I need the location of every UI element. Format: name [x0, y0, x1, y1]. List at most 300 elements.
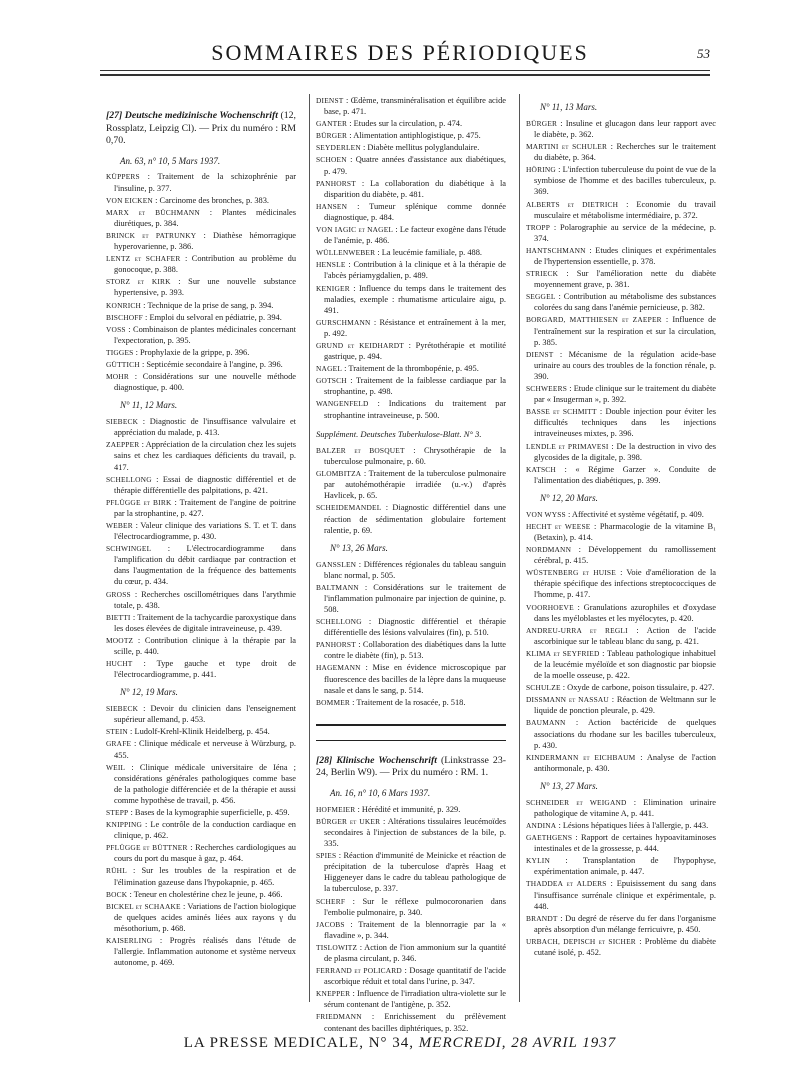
entry-authors: KLIMA et SEYFRIED: [526, 648, 600, 658]
entry-authors: VOSS: [106, 324, 126, 334]
summary-entry: [316, 283, 506, 316]
entry-title: : Emploi du selvoral en pédiatrie, p. 394.: [142, 312, 282, 322]
summary-entry: [316, 639, 506, 661]
summary-entry: [316, 582, 506, 615]
entry-authors: PFLÜGGE et BÜTTNER: [106, 843, 188, 853]
entry-title: : Insuline et glucagon dans leur rapport avec le diabète, p. 362.: [534, 118, 716, 139]
entry-authors: DIENST: [316, 96, 344, 105]
entry-authors: ZAEPPER: [106, 440, 140, 450]
entry-title: : Problème du diabète cutané isolé, p. 452.: [534, 936, 716, 957]
journal-heading: [316, 755, 506, 780]
entry-authors: KATSCH: [526, 464, 556, 474]
entry-title: : Chrysothérapie de la tuberculose pulmonaire, p. 60.: [324, 445, 506, 467]
section-separator: [316, 740, 506, 741]
summary-entry: [316, 502, 506, 535]
summary-entry: [526, 222, 716, 244]
entry-authors: TISLOWITZ: [316, 942, 358, 952]
entry-title: : Combinaison de plantes médicinales concernant l'expectoration, p. 395.: [114, 324, 296, 345]
entry-title: : Etudes cliniques et expérimentales de l'hypertension essentielle, p. 378.: [534, 245, 716, 266]
entry-authors: MARX et BÜCHMANN: [106, 207, 200, 217]
summary-entry: [316, 468, 506, 501]
summary-entry: [316, 662, 506, 695]
entry-authors: GRUND et KEIDHARDT: [316, 340, 404, 350]
summary-entry: [106, 842, 296, 864]
summary-entry: [316, 130, 506, 141]
summary-entry: [316, 445, 506, 467]
entry-title: : Traitement de la faiblesse cardiaque par la strophantine, p. 498.: [324, 376, 506, 397]
entry-authors: HANSEN: [316, 201, 348, 211]
summary-entry: [106, 819, 296, 841]
summary-entry: [106, 276, 296, 298]
entry-title: : Ludolf-Krehl-Klinik Heidelberg, p. 454.: [127, 727, 270, 737]
entry-title: : Tableau pathologique inhabituel de la leucémie myéloïde et son diagnostic par biopsie de la moelle osseuse, p. 422.: [534, 648, 716, 681]
summary-entry: [106, 889, 296, 900]
entry-authors: VON IAGIC et NAGEL: [316, 225, 394, 235]
issue-heading: N° 13, 26 Mars.: [330, 542, 388, 553]
entry-title: : Le contrôle de la conduction cardiaque en clinique, p. 462.: [114, 820, 296, 841]
summary-entry: [316, 616, 506, 638]
entry-authors: VOORHOEVE: [526, 602, 574, 612]
entry-authors: KENIGER: [316, 283, 350, 293]
footer-date: MERCREDI, 28 AVRIL 1937: [418, 1035, 617, 1051]
summary-entry: [316, 118, 506, 129]
entry-title: : Type gauche et type droit de l'électrocardiogramme, p. 441.: [114, 659, 296, 680]
entry-title: : Technique de la prise de sang, p. 394.: [141, 300, 274, 310]
summary-entry: [526, 268, 716, 290]
entry-title: : Valeur clinique des variations S. T. et T. dans l'électrocardiogramme, p. 430.: [114, 520, 296, 542]
entry-authors: WANGENFELD: [316, 399, 369, 409]
summary-entry: [106, 230, 296, 252]
summary-entry: [316, 697, 506, 708]
entry-authors: HAGEMANN: [316, 663, 361, 673]
summary-entry: [316, 1011, 506, 1033]
entry-authors: GANTER: [316, 119, 348, 129]
entry-title: : La leucémie familiale, p. 488.: [375, 248, 483, 258]
issue-heading: An. 16, n° 10, 6 Mars 1937.: [330, 787, 431, 798]
summary-entry: [526, 797, 716, 819]
entry-authors: NAGEL: [316, 364, 343, 374]
entry-title: : Traitement de la tuberculose pulmonaire par autohémothérapie irradiée (u.-v.) d'après Havlicek, p. 65.: [324, 469, 506, 501]
summary-entry: [526, 314, 716, 347]
summary-entry: [526, 544, 716, 566]
summary-entry: [316, 224, 506, 246]
summary-entry: [316, 154, 506, 176]
summary-entry: [106, 703, 296, 725]
entry-title: : Influence de l'irradiation ultra-violette sur le sérum contenant de l'antigène, p. 352.: [324, 989, 506, 1010]
entry-authors: SCHULZE: [526, 683, 561, 693]
summary-entry: [106, 312, 296, 323]
entry-authors: ALBERTS et DIETRICH: [526, 199, 619, 209]
summary-entry: [316, 988, 506, 1010]
entry-title: : Septicémie secondaire à l'angine, p. 396.: [139, 359, 283, 369]
summary-entry: [316, 142, 506, 153]
summary-entry: [526, 567, 716, 600]
summary-entry: [106, 807, 296, 818]
entry-authors: PANHORST: [316, 640, 356, 650]
column-3: [526, 95, 716, 959]
entry-title: : La collaboration du diabétique à la disparition du diabète, p. 481.: [324, 178, 506, 199]
entry-authors: GURSCHMANN: [316, 317, 371, 327]
entry-authors: SCHELLONG: [106, 474, 152, 484]
entry-authors: JACOBS: [316, 919, 345, 929]
entry-authors: PFLÜGGE et BIRK: [106, 497, 172, 507]
entry-title: : Réaction d'immunité de Meinicke et réaction de précipitation de la tuberculose d'après Haag et Higgeneyer dans le cadre du tableau pathologique de la tuberculose, p. 337.: [324, 851, 506, 894]
entry-title: : Carcinome des bronches, p. 383.: [152, 195, 270, 205]
entry-title: : Contribution au problème du gonocoque, p. 388.: [114, 254, 297, 275]
entry-title: : Traitement de la tachycardie paroxystique dans les doses élevées de digitale intraveineuse, p. 439.: [114, 612, 296, 633]
entry-title: : Clinique médicale universitaire de Iéna ; considérations générales pathologiques comme base de la pathologie différenciée et de la thérapie et aussi comme hypothèse de travail, p. 456.: [114, 762, 296, 805]
entry-title: : Lésions hépatiques liées à l'allergie, p. 443.: [556, 820, 709, 830]
entry-authors: DIENST: [526, 349, 554, 359]
column-divider: [309, 94, 310, 1002]
summary-entry: [526, 648, 716, 681]
entry-authors: GOTSCH: [316, 376, 347, 386]
entry-authors: BORGARD, MATTHIESEN et ZAEPER: [526, 315, 662, 325]
entry-title: : Quatre années d'assistance aux diabétiques, p. 479.: [324, 155, 506, 176]
summary-entry: [316, 965, 506, 987]
issue-heading: An. 63, n° 10, 5 Mars 1937.: [120, 155, 221, 166]
summary-entry: [526, 164, 716, 197]
entry-authors: BOMMER: [316, 697, 351, 707]
entry-authors: SIEBECK: [106, 417, 139, 427]
entry-title: : Dosage quantitatif de l'acide ascorbique réduit et total dans l'urine, p. 347.: [324, 966, 506, 987]
entry-title: : Essai de diagnostic différentiel et de thérapie différentielle des palpitations, p. 421.: [114, 474, 296, 495]
page-number: 53: [697, 46, 710, 61]
footer-journal: LA PRESSE MEDICALE, N° 34,: [183, 1035, 415, 1051]
entry-title: : « Régime Garzer ». Conduite de l'alimentation des diabétiques, p. 399.: [534, 464, 716, 485]
entry-title: : Polarographie au service de la médecine, p. 374.: [534, 222, 716, 243]
issue-heading: N° 12, 19 Mars.: [120, 687, 178, 698]
entry-title: : Sur les troubles de la respiration et de l'élimination gazeuse dans l'hypokapnie, p. 465.: [114, 866, 296, 887]
summary-entry: [106, 935, 296, 968]
entry-authors: BAUMANN: [526, 718, 566, 728]
summary-entry: [106, 762, 296, 806]
entry-title: : Double injection pour éviter les difficultés techniques dans les injections intraveineuses mixtes, p. 396.: [534, 407, 716, 439]
entry-title: : Alimentation antiphlogistique, p. 475.: [347, 131, 481, 141]
summary-entry: [526, 383, 716, 405]
summary-entry: [106, 738, 296, 760]
entry-title: : Traitement de la blennorragie par la « flavadine », p. 344.: [324, 919, 506, 940]
entry-authors: FERRAND et POLICARD: [316, 966, 402, 976]
header-rule: [100, 70, 710, 71]
summary-entry: [526, 752, 716, 774]
entry-authors: MOHR: [106, 372, 129, 382]
entry-authors: BALTMANN: [316, 582, 359, 592]
entry-authors: LENTZ et SCHAFER: [106, 254, 181, 264]
summary-entry: [316, 95, 506, 117]
entry-title: : Traitement de la thrombopénie, p. 495.: [342, 364, 479, 374]
entry-title: : Rapport de certaines hypoavitaminoses intestinales et de la grossesse, p. 444.: [534, 833, 716, 854]
entry-authors: BALZER et BOSQUET: [316, 445, 405, 455]
entry-authors: MARTINI et SCHULER: [526, 142, 608, 152]
summary-entry: [316, 201, 506, 223]
entry-authors: GANSSLEN: [316, 559, 357, 569]
entry-title: : Diabète mellitus polyglandulaire.: [360, 143, 480, 153]
entry-title: : Résistance et entraînement à la mer, p. 492.: [324, 317, 506, 338]
entry-authors: KYLIN: [526, 856, 550, 866]
summary-entry: [106, 474, 296, 496]
entry-title: : L'infection tuberculeuse du point de vue de la symbiose de l'homme et des bacilles tuberculeux, p. 369.: [534, 165, 716, 197]
summary-entry: [526, 291, 716, 313]
summary-entry: [316, 375, 506, 397]
entry-authors: WEBER: [106, 520, 133, 530]
summary-entry: [316, 363, 506, 374]
entry-title: : Etudes sur la circulation, p. 474.: [347, 119, 463, 129]
summary-entry: [316, 178, 506, 200]
summary-entry: [526, 602, 716, 624]
entry-authors: ANDREU-URRA et REGLI: [526, 625, 628, 635]
summary-entry: [106, 901, 296, 934]
journal-details: (12, Rossplatz, Leipzig Cl). — Prix du numéro : RM 0,70.: [106, 110, 296, 147]
entry-authors: SEGGEL: [526, 292, 556, 302]
entry-title: : Diagnostic différentiel et thérapie différentielle des lésions valvulaires (fin), p. 510.: [324, 617, 506, 638]
entry-title: : Mécanisme de la régulation acide-base urinaire au cours des troubles de la fonction rénale, p. 390.: [534, 349, 716, 381]
entry-authors: BRANDT: [526, 913, 558, 923]
entry-authors: NORDMANN: [526, 545, 572, 555]
entry-authors: URBACH, DEPISCH et SICHER: [526, 936, 636, 946]
entry-title: : Devoir du clinicien dans l'enseignement supérieur allemand, p. 453.: [114, 704, 296, 725]
summary-entry: [106, 347, 296, 358]
summary-entry: [316, 259, 506, 281]
summary-entry: [526, 717, 716, 750]
entry-authors: PANHORST: [316, 178, 356, 188]
journal-name: [27] Deutsche medizinische Wochenschrift: [106, 110, 278, 121]
entry-authors: STORZ et KIRK: [106, 277, 171, 287]
entry-authors: WEIL: [106, 762, 126, 772]
entry-authors: STEIN: [106, 727, 128, 737]
summary-entry: [106, 497, 296, 519]
summary-entry: [316, 317, 506, 339]
entry-title: : Recherches sur le traitement du diabète, p. 364.: [534, 142, 716, 163]
entry-title: : Contribution au métabolisme des substances colorées du sang dans l'anémie pernicieuse, p. 382.: [534, 292, 716, 313]
summary-entry: [526, 349, 716, 382]
entry-authors: ANDINA: [526, 820, 557, 830]
summary-entry: [106, 253, 296, 275]
entry-title: : Sur une nouvelle substance hypertensive, p. 393.: [114, 277, 296, 298]
entry-title: : Diathèse hémorragique hyperovarienne, p. 386.: [114, 230, 296, 252]
entry-title: : Développement du ramollissement cérébral, p. 415.: [534, 545, 716, 566]
entry-title: : Voie d'amélioration de la thérapie spécifique des infections streptococciques de l'homme, p. 417.: [534, 568, 717, 600]
summary-entry: [106, 195, 296, 206]
entry-authors: BISCHOFF: [106, 312, 143, 322]
entry-authors: STEPP: [106, 808, 129, 817]
summary-entry: [526, 464, 716, 486]
entry-authors: SPIES: [316, 851, 337, 861]
entry-authors: SCHELLONG: [316, 617, 362, 627]
entry-authors: BASSE et SCHMITT: [526, 407, 597, 417]
entry-authors: SCHOEN: [316, 155, 347, 165]
entry-title: : Du degré de réserve du fer dans l'organisme après absorption d'un mélange ferricuivre, p. 450.: [534, 913, 716, 934]
entry-authors: KNEPPER: [316, 989, 351, 999]
entry-authors: BOCK: [106, 889, 128, 899]
entry-authors: HÖRING: [526, 165, 556, 175]
issue-heading: N° 12, 20 Mars.: [540, 492, 598, 503]
entry-authors: BÜRGER: [316, 131, 348, 141]
summary-entry: [526, 118, 716, 140]
entry-title: : Recherches cardiologiques au cours du port du masque à gaz, p. 464.: [114, 843, 296, 864]
entry-title: : Réaction de Weltmann sur le liquide de ponction pleurale, p. 429.: [534, 695, 717, 716]
summary-entry: [106, 359, 296, 370]
entry-title: : Considérations sur le traitement de l'inflammation pulmonaire par injection de quinine, p. 508.: [324, 582, 506, 614]
summary-entry: [316, 247, 506, 258]
entry-title: : Contribution à la clinique et à la thérapie de l'abcès périamygdalien, p. 489.: [324, 260, 506, 281]
entry-authors: HENSLE: [316, 260, 346, 270]
entry-authors: KONRICH: [106, 300, 142, 310]
column-divider: [519, 94, 520, 1002]
entry-authors: BÜRGER et UKER: [316, 816, 381, 826]
entry-authors: GLOMBITZA: [316, 469, 362, 479]
entry-authors: SEYDERLEN: [316, 143, 361, 153]
entry-title: : De la destruction in vivo des glycosides de la digitale, p. 398.: [534, 441, 716, 462]
entry-authors: VON WYSS: [526, 509, 566, 519]
entry-title: : Oxyde de carbone, poison tissulaire, p. 427.: [560, 683, 715, 693]
entry-authors: GÜTTICH: [106, 359, 140, 369]
entry-authors: BRINCK et PATRUNKY: [106, 230, 197, 240]
supplement-heading: Supplément. Deutsches Tuberkulose-Blatt. N° 3.: [316, 428, 482, 439]
issue-heading: N° 13, 27 Mars.: [540, 780, 598, 791]
entry-title: : Elimination urinaire pathologique de vitamine A, p. 441.: [534, 797, 716, 818]
entry-title: : Affectivité et système végétatif, p. 409.: [565, 509, 704, 519]
entry-authors: BIETTI: [106, 612, 131, 622]
entry-title: : Diagnostic différentiel dans une réaction de sédimentation globulaire fortement ralentie, p. 69.: [324, 503, 506, 535]
entry-title: : Variations de l'action biologique de quelques acides aminés liées aux rayons γ du mésothorium, p. 468.: [114, 901, 296, 933]
entry-authors: SCHWINGEL: [106, 544, 152, 554]
entry-title: : Hérédité et immunité, p. 329.: [355, 804, 461, 814]
summary-entry: [106, 612, 296, 634]
summary-entry: [526, 913, 716, 935]
summary-entry: [526, 625, 716, 647]
entry-title: : Pyrétothérapie et motilité gastrique, p. 494.: [324, 340, 506, 362]
summary-entry: [526, 878, 716, 911]
entry-authors: GRAFE: [106, 739, 132, 749]
entry-title: : Tumeur splénique comme donnée diagnostique, p. 484.: [324, 201, 506, 222]
entry-authors: THADDEA et ALDERS: [526, 879, 607, 889]
entry-authors: KNIPPING: [106, 820, 143, 830]
journal-details: (Linkstrasse 23-24, Berlin W9). — Prix du numéro : RM. 1.: [316, 754, 506, 779]
entry-title: : Influence du temps dans le traitement des maladies, exemple : rhumatisme articulaire aigu, p. 491.: [324, 283, 506, 315]
entry-title: : Etude clinique sur le traitement du diabète par « Insugerman », p. 392.: [534, 384, 716, 405]
entry-authors: BICKEL et SCHAAKE: [106, 901, 181, 911]
entry-title: : Le facteur exogène dans l'étude de l'anémie, p. 486.: [324, 225, 506, 246]
page-title: SOMMAIRES DES PÉRIODIQUES: [211, 40, 589, 65]
entry-title: : Action de l'ion ammonium sur la quantité de plasma circulant, p. 346.: [324, 942, 506, 963]
entry-title: : Plantes médicinales diurétiques, p. 384.: [114, 207, 296, 228]
entry-authors: LENDLE et PRIMAVESI: [526, 441, 609, 451]
entry-title: : Epuisissement du sang dans l'insuffisance surrénale clinique et expérimentale, p. 448.: [534, 879, 716, 911]
entry-title: : Recherches oscillométriques dans l'arythmie totale, p. 438.: [114, 589, 296, 610]
entry-authors: WÜSTENBERG et HUISE: [526, 568, 616, 578]
summary-entry: [316, 559, 506, 581]
summary-entry: [106, 439, 296, 472]
entry-authors: BÜRGER: [526, 118, 558, 128]
entry-title: : Teneur en cholestérine chez le jeune, p. 466.: [127, 889, 283, 899]
entry-title: : Sur le réflexe pulmocoronarien dans l'embolie pulmonaire, p. 340.: [324, 896, 506, 917]
summary-entry: [106, 300, 296, 311]
summary-entry: [316, 919, 506, 941]
summary-entry: [106, 543, 296, 587]
summary-entry: [316, 340, 506, 362]
entry-authors: MOOTZ: [106, 635, 134, 645]
summary-entry: [106, 416, 296, 438]
summary-entry: [526, 820, 716, 831]
entry-authors: TIGGES: [106, 347, 134, 357]
summary-entry: [106, 658, 296, 680]
summary-entry: [106, 324, 296, 346]
summary-entry: [316, 804, 506, 815]
journal-name: [28] Klinische Wochenschrift: [316, 754, 437, 766]
issue-heading: N° 11, 13 Mars.: [540, 102, 598, 112]
summary-entry: [526, 682, 716, 693]
column-2: [316, 95, 506, 1035]
summary-entry: [526, 936, 716, 958]
entry-authors: KINDERMANN et EICHBAUM: [526, 752, 636, 762]
entry-authors: KÜPPERS: [106, 172, 140, 182]
entry-authors: STRIECK: [526, 269, 559, 279]
entry-title: : Enrichissement du prélèvement contenant des bacilles diphtériques, p. 352.: [324, 1012, 506, 1033]
summary-entry: [106, 371, 296, 393]
entry-title: : Sur l'amélioration nette du diabète moyennement grave, p. 381.: [534, 269, 716, 290]
entry-title: : Action de l'acide ascorbinique sur le tableau blanc du sang, p. 421.: [534, 625, 716, 646]
summary-entry: [526, 521, 716, 543]
entry-title: : Altérations tissulaires leucémoïdes secondaires à l'injection de substances de la bile, p. 335.: [324, 816, 506, 849]
summary-entry: [106, 171, 296, 193]
summary-entry: [526, 509, 716, 520]
header-rule-thick: [100, 74, 710, 76]
summary-entry: [316, 942, 506, 964]
entry-title: : Clinique médicale et nerveuse à Würzburg, p. 455.: [114, 739, 296, 760]
summary-entry: [316, 896, 506, 918]
entry-authors: SIEBECK: [106, 704, 139, 714]
entry-title: : L'électrocardiogramme dans l'amplification du débit cardiaque par contraction et dans l'augmentation de la fréquence des battements du cœur, p. 434.: [114, 544, 296, 587]
entry-authors: HUCHT: [106, 659, 133, 669]
entry-authors: HECHT et WEESE: [526, 521, 591, 531]
page-footer: [0, 1035, 800, 1052]
summary-entry: [526, 441, 716, 463]
entry-authors: SCHNEIDER et WEIGAND: [526, 797, 627, 807]
entry-title: : Progrès réalisés dans l'étude de l'allergie. Inflammation autonome et système nerveux autonome, p. 469.: [114, 936, 296, 968]
issue-heading: N° 11, 12 Mars.: [120, 400, 178, 411]
entry-title: : Influence de l'entraînement sur la respiration et sur la circulation, p. 385.: [534, 315, 716, 347]
summary-entry: [106, 589, 296, 611]
entry-title: : Analyse de l'action antihormonale, p. 430.: [534, 752, 716, 773]
entry-authors: TROPP: [526, 222, 551, 232]
summary-entry: [526, 141, 716, 163]
summary-entry: [106, 726, 296, 737]
entry-title: : Appréciation de la circulation chez les sujets sains et chez les cardiaques déficients du travail, p. 417.: [114, 440, 296, 472]
journal-heading: [106, 110, 296, 148]
entry-title: : Action bactéricide de quelques associations du rhodane sur les bacilles tuberculeux, p. 430.: [534, 718, 716, 750]
entry-title: : Considérations sur une nouvelle méthode diagnostique, p. 400.: [114, 372, 296, 393]
entry-title: : Traitement de l'angine de poitrine par la strophantine, p. 427.: [114, 497, 296, 518]
summary-entry: [526, 855, 716, 877]
entry-authors: FRIEDMANN: [316, 1012, 362, 1022]
entry-title: : Bases de la kymographie superficielle, p. 459.: [128, 808, 290, 817]
entry-title: : Traitement de la rosacée, p. 518.: [350, 697, 466, 707]
entry-title: : Œdème, transminéralisation et équilibre acide base, p. 471.: [324, 96, 506, 117]
entry-title: : Pharmacologie de la vitamine B₁ (Betaxin), p. 414.: [534, 521, 716, 542]
entry-authors: DISSMANN et NASSAU: [526, 695, 609, 705]
summary-entry: [316, 398, 506, 420]
entry-authors: VON EICKEN: [106, 195, 153, 205]
entry-title: : Collaboration des diabétiques dans la lutte contre le diabète (fin), p. 513.: [324, 640, 506, 661]
entry-authors: HOFMEIER: [316, 804, 356, 814]
entry-title: : Prophylaxie de la grippe, p. 396.: [133, 347, 250, 357]
summary-entry: [526, 245, 716, 267]
entry-title: : Indications du traitement par strophantine intraveineuse, p. 500.: [324, 399, 506, 420]
summary-entry: [526, 694, 716, 716]
entry-title: : Traitement de la schizophrénie par l'insuline, p. 377.: [114, 172, 296, 193]
summary-entry: [106, 207, 296, 229]
